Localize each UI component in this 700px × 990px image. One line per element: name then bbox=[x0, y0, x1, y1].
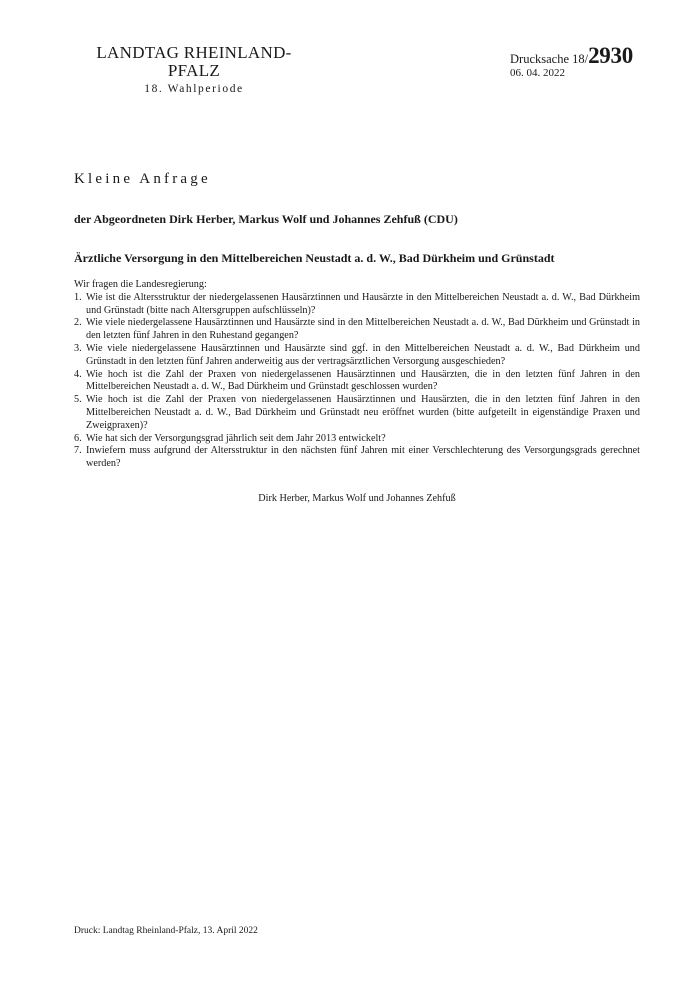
question-item bbox=[74, 433, 640, 446]
question-number: 5. bbox=[74, 394, 82, 406]
legislative-period: 18. Wahlperiode bbox=[144, 83, 244, 95]
question-text: Wie viele niedergelassene Hausärztinnen und Hausärzte sind ggf. in den Mittelbereichen Neustadt a. d. W., Bad Dürkheim und Grünstadt in den letzten fünf Jahren anderweitig aus der vertragsärztlichen Versorgung ausgeschieden? bbox=[86, 342, 640, 367]
question-list bbox=[74, 292, 640, 471]
subject-title: Ärztliche Versorgung in den Mittelbereichen Neustadt a. d. W., Bad Dürkheim und Grünstadt bbox=[74, 251, 555, 265]
signature: Dirk Herber, Markus Wolf und Johannes Zehfuß bbox=[258, 493, 456, 504]
question-item bbox=[74, 369, 640, 395]
question-body bbox=[74, 279, 640, 471]
question-number: 2. bbox=[74, 317, 82, 329]
header-drucksache-block bbox=[510, 43, 633, 79]
question-number: 4. bbox=[74, 368, 82, 380]
print-note: Druck: Landtag Rheinland-Pfalz, 13. April 2022 bbox=[74, 926, 258, 936]
question-text: Wie viele niedergelassene Hausärztinnen und Hausärzte sind in den Mittelbereichen Neustadt a. d. W., Bad Dürkheim und Grünstadt in den letzten fünf Jahren in den Ruhestand gegangen? bbox=[86, 317, 640, 342]
question-text: Wie hoch ist die Zahl der Praxen von niedergelassenen Hausärztinnen und Hausärzten, die in den letzten fünf Jahren in den Mittelbereichen Neustadt a. d. W., Bad Dürkheim und Grünstadt geschlossen wurden? bbox=[86, 368, 640, 393]
document-type: Kleine Anfrage bbox=[74, 171, 211, 187]
question-item bbox=[74, 317, 640, 343]
question-text: Wie ist die Altersstruktur der niedergelassenen Hausärztinnen und Hausärzte in den Mittelbereichen Neustadt a. d. W., Bad Dürkheim und Grünstadt (bitte nach Altersgruppen aufschlüsseln)? bbox=[86, 291, 640, 316]
question-text: Wie hoch ist die Zahl der Praxen von niedergelassenen Hausärztinnen und Hausärzten, die in den letzten fünf Jahren in den Mittelbereichen Neustadt a. d. W., Bad Dürkheim und Grünstadt neu eröffnet wurden (bitte aufgeteilt in eigenständige Praxen und Zweigpraxen)? bbox=[86, 394, 640, 431]
parliament-name: LANDTAG RHEINLAND-PFALZ bbox=[96, 43, 292, 80]
drucksache-label: Drucksache 18/ bbox=[510, 52, 589, 66]
question-number: 7. bbox=[74, 445, 82, 457]
intro-text: Wir fragen die Landesregierung: bbox=[74, 279, 207, 290]
question-item bbox=[74, 343, 640, 369]
question-text: Inwiefern muss aufgrund der Altersstruktur in den nächsten fünf Jahren mit einer Verschlechterung des Versorgungsgrads gerechnet werden? bbox=[86, 445, 640, 470]
drucksache-line bbox=[510, 43, 633, 69]
drucksache-number: 2930 bbox=[588, 43, 633, 68]
question-number: 6. bbox=[74, 432, 82, 444]
drucksache-date: 06. 04. 2022 bbox=[510, 67, 565, 79]
question-item bbox=[74, 445, 640, 471]
question-number: 1. bbox=[74, 291, 82, 303]
header-parliament-block bbox=[74, 44, 314, 95]
question-item bbox=[74, 394, 640, 432]
question-item bbox=[74, 292, 640, 318]
authors-line: der Abgeordneten Dirk Herber, Markus Wolf und Johannes Zehfuß (CDU) bbox=[74, 212, 458, 226]
question-text: Wie hat sich der Versorgungsgrad jährlich seit dem Jahr 2013 entwickelt? bbox=[86, 432, 386, 444]
question-number: 3. bbox=[74, 342, 82, 354]
